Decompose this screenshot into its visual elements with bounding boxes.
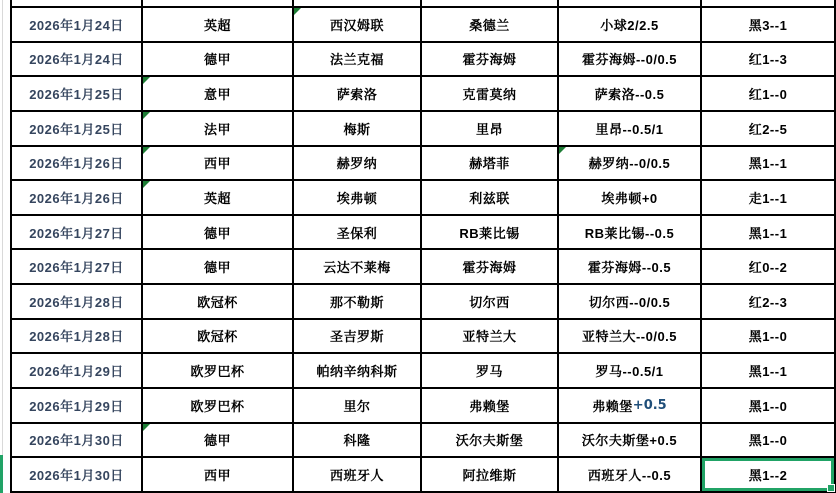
- handicap-value: RB莱比锡--0.5: [584, 225, 675, 241]
- cell-date[interactable]: [12, 77, 143, 110]
- cell-away-team[interactable]: [422, 354, 559, 387]
- cell-league[interactable]: [143, 424, 294, 457]
- cell-home-team[interactable]: [294, 285, 422, 318]
- cell-handicap[interactable]: [559, 354, 702, 387]
- away-team-name: 利兹联: [469, 190, 510, 206]
- cell-result[interactable]: [702, 285, 836, 318]
- away-team-name: 弗赖堡: [469, 398, 510, 414]
- result-value: 黑1--0: [748, 433, 788, 449]
- away-team-name: 霍芬海姆: [462, 52, 517, 68]
- league-name: 德甲: [203, 260, 231, 276]
- cell-away-team[interactable]: [422, 458, 559, 491]
- error-indicator-triangle-icon: [559, 147, 566, 154]
- cell-date[interactable]: [12, 216, 143, 249]
- cell-away-team[interactable]: [422, 147, 559, 180]
- home-team-name: 那不勒斯: [329, 294, 384, 310]
- league-name: 欧罗巴杯: [190, 398, 245, 414]
- cell-handicap[interactable]: [559, 320, 702, 353]
- table-row: [12, 147, 836, 182]
- cell-home-team[interactable]: [294, 216, 422, 249]
- table-row: [12, 320, 836, 355]
- cell-away-team[interactable]: [422, 43, 559, 76]
- error-indicator-triangle-icon: [143, 181, 150, 188]
- cell-home-team[interactable]: [294, 43, 422, 76]
- cell-result[interactable]: [702, 424, 836, 457]
- cell-league[interactable]: [143, 181, 294, 214]
- result-value: 黑1--1: [748, 225, 788, 241]
- table-row: [12, 43, 836, 78]
- match-date: 2026年1月27日: [29, 225, 124, 241]
- table-row: [12, 458, 836, 493]
- cell-date[interactable]: [12, 354, 143, 387]
- cell-date[interactable]: [12, 0, 143, 6]
- cell-away-team[interactable]: [422, 320, 559, 353]
- match-date: 2026年1月30日: [29, 467, 124, 483]
- match-date: 2026年1月29日: [29, 364, 124, 380]
- away-team-name: 沃尔夫斯堡: [455, 433, 524, 449]
- cell-league[interactable]: [143, 112, 294, 145]
- league-name: 法甲: [203, 121, 231, 137]
- handicap-value: 罗马--0.5/1: [595, 364, 664, 380]
- handicap-value: 沃尔夫斯堡+0.5: [581, 433, 678, 449]
- match-date: 2026年1月27日: [29, 260, 124, 276]
- result-value: 黑1--1: [748, 364, 788, 380]
- away-team-name: 赫塔菲: [469, 156, 510, 172]
- cell-handicap[interactable]: [559, 458, 702, 491]
- match-date: 2026年1月26日: [29, 190, 124, 206]
- cell-home-team[interactable]: [294, 250, 422, 283]
- league-name: 西甲: [203, 467, 231, 483]
- table-body: [12, 8, 836, 493]
- cell-result[interactable]: [702, 354, 836, 387]
- cell-result[interactable]: [702, 250, 836, 283]
- cell-league[interactable]: [143, 285, 294, 318]
- league-name: 欧冠杯: [197, 294, 238, 310]
- home-team-name: 埃弗顿: [336, 190, 378, 206]
- result-value: 走1--1: [748, 190, 788, 206]
- table-row: [12, 112, 836, 147]
- cell-league[interactable]: [143, 250, 294, 283]
- cell-date[interactable]: [12, 285, 143, 318]
- league-name: 意甲: [203, 87, 231, 103]
- table-row: [12, 8, 836, 43]
- result-value: 黑1--0: [748, 329, 788, 345]
- league-name: 西甲: [203, 156, 231, 172]
- cell-handicap[interactable]: [559, 216, 702, 249]
- table-row: [12, 424, 836, 459]
- handicap-accent-value: +0.5: [632, 397, 667, 413]
- cell-date[interactable]: [12, 147, 143, 180]
- fill-handle[interactable]: [827, 484, 835, 492]
- handicap-value: 西班牙人--0.5: [587, 467, 672, 483]
- away-team-name: 克雷莫纳: [462, 87, 517, 103]
- cell-handicap[interactable]: [559, 8, 702, 41]
- error-indicator-triangle-icon: [143, 147, 150, 154]
- handicap-value: 里昂--0.5/1: [595, 121, 664, 137]
- cell-handicap[interactable]: [559, 147, 702, 180]
- error-indicator-triangle-icon: [294, 8, 301, 15]
- cell-handicap[interactable]: [559, 112, 702, 145]
- cell-result[interactable]: [702, 320, 836, 353]
- match-date: 2026年1月25日: [29, 121, 124, 137]
- cell-home-team[interactable]: [294, 181, 422, 214]
- cell-date[interactable]: [12, 8, 143, 41]
- league-name: 德甲: [203, 52, 231, 68]
- cell-home-team[interactable]: [294, 458, 422, 491]
- home-team-name: 萨索洛: [336, 87, 378, 103]
- cell-away-team[interactable]: [422, 216, 559, 249]
- result-value: 红0--2: [748, 260, 788, 276]
- error-indicator-triangle-icon: [143, 424, 150, 431]
- home-team-name: 法兰克福: [329, 52, 384, 68]
- match-date: 2026年1月24日: [29, 52, 124, 68]
- league-name: 欧罗巴杯: [190, 364, 245, 380]
- table-row: [12, 250, 836, 285]
- cell-home-team[interactable]: [294, 8, 422, 41]
- match-date: 2026年1月30日: [29, 433, 124, 449]
- cell-result[interactable]: [702, 216, 836, 249]
- cell-home-team[interactable]: [294, 389, 422, 422]
- league-name: 德甲: [203, 433, 231, 449]
- cell-home-team[interactable]: [294, 424, 422, 457]
- away-team-name: 亚特兰大: [462, 329, 517, 345]
- cell-date[interactable]: [12, 424, 143, 457]
- handicap-value: 霍芬海姆--0.5: [587, 260, 672, 276]
- cell-away-team[interactable]: [422, 112, 559, 145]
- league-name: 英超: [203, 17, 231, 33]
- away-team-name: 阿拉维斯: [462, 467, 517, 483]
- cell-home-team[interactable]: [294, 112, 422, 145]
- cell-league[interactable]: [143, 458, 294, 491]
- result-value: 红1--3: [748, 52, 788, 68]
- cell-away-team[interactable]: [422, 181, 559, 214]
- cell-date[interactable]: [12, 43, 143, 76]
- cell-date[interactable]: [12, 250, 143, 283]
- home-team-name: 圣保利: [336, 225, 378, 241]
- cell-away-team[interactable]: [422, 389, 559, 422]
- handicap-value: 萨索洛--0.5: [594, 87, 665, 103]
- cell-handicap[interactable]: [559, 77, 702, 110]
- cell-league[interactable]: [143, 354, 294, 387]
- column-edge-line: [2, 0, 3, 493]
- spreadsheet-table: [10, 0, 836, 493]
- home-team-name: 圣吉罗斯: [329, 329, 384, 345]
- table-row: [12, 216, 836, 251]
- cell-handicap[interactable]: [559, 285, 702, 318]
- cell-away-team[interactable]: [422, 250, 559, 283]
- cell-date[interactable]: [12, 458, 143, 491]
- handicap-value: 霍芬海姆--0/0.5: [581, 52, 678, 68]
- home-team-name: 西班牙人: [329, 467, 384, 483]
- table-row: [12, 285, 836, 320]
- cell-result[interactable]: [702, 0, 836, 6]
- league-name: 欧冠杯: [197, 329, 238, 345]
- home-team-name: 云达不莱梅: [323, 260, 391, 276]
- cell-date[interactable]: [12, 112, 143, 145]
- result-value: 黑3--1: [748, 17, 788, 33]
- home-team-name: 科隆: [343, 433, 371, 449]
- result-value: 红2--5: [748, 121, 788, 137]
- table-row: [12, 354, 836, 389]
- cell-handicap[interactable]: [559, 181, 702, 214]
- match-date: 2026年1月24日: [29, 17, 124, 33]
- table-row: [12, 389, 836, 424]
- error-indicator-triangle-icon: [143, 77, 150, 84]
- cell-handicap[interactable]: [559, 43, 702, 76]
- handicap-value: 埃弗顿+0: [601, 190, 658, 206]
- handicap-value: 赫罗纳--0/0.5: [588, 156, 671, 172]
- cell-league[interactable]: [143, 77, 294, 110]
- cell-result[interactable]: [702, 458, 836, 491]
- cell-league[interactable]: [143, 320, 294, 353]
- cell-result[interactable]: [702, 8, 836, 41]
- handicap-value: 弗赖堡: [592, 398, 633, 414]
- handicap-value: 小球2/2.5: [600, 17, 659, 33]
- cell-result[interactable]: [702, 147, 836, 180]
- error-indicator-triangle-icon: [143, 112, 150, 119]
- away-team-name: 桑德兰: [469, 17, 510, 33]
- cell-result[interactable]: [702, 77, 836, 110]
- cell-away-team[interactable]: [422, 8, 559, 41]
- table-row: [12, 77, 836, 112]
- cell-date[interactable]: [12, 389, 143, 422]
- league-name: 英超: [203, 190, 231, 206]
- cell-result[interactable]: [702, 181, 836, 214]
- home-team-name: 西汉姆联: [329, 17, 384, 33]
- away-team-name: 罗马: [475, 364, 503, 380]
- cell-handicap[interactable]: [559, 389, 702, 422]
- cell-away-team[interactable]: [422, 0, 559, 6]
- handicap-value: 切尔西--0/0.5: [588, 294, 671, 310]
- match-date: 2026年1月28日: [29, 294, 124, 310]
- cell-home-team[interactable]: [294, 320, 422, 353]
- cell-result[interactable]: [702, 112, 836, 145]
- cell-result[interactable]: [702, 389, 836, 422]
- away-team-name: 里昂: [475, 121, 503, 137]
- cell-home-team[interactable]: [294, 0, 422, 6]
- cell-away-team[interactable]: [422, 77, 559, 110]
- cropped-green-cell: [0, 455, 3, 493]
- cell-league[interactable]: [143, 389, 294, 422]
- match-date: 2026年1月29日: [29, 398, 124, 414]
- match-date: 2026年1月28日: [29, 329, 124, 345]
- home-team-name: 赫罗纳: [336, 156, 378, 172]
- away-team-name: RB莱比锡: [459, 225, 520, 241]
- cell-handicap[interactable]: [559, 250, 702, 283]
- away-team-name: 切尔西: [469, 294, 510, 310]
- result-value: 红2--3: [748, 294, 788, 310]
- cell-home-team[interactable]: [294, 354, 422, 387]
- cell-result[interactable]: [702, 43, 836, 76]
- cell-handicap[interactable]: [559, 0, 702, 6]
- home-team-name: 里尔: [343, 398, 371, 414]
- cell-league[interactable]: [143, 0, 294, 6]
- handicap-value: 亚特兰大--0/0.5: [581, 329, 678, 345]
- result-value: 红1--0: [748, 87, 788, 103]
- cell-league[interactable]: [143, 43, 294, 76]
- cell-handicap[interactable]: [559, 424, 702, 457]
- league-name: 德甲: [203, 225, 231, 241]
- cell-away-team[interactable]: [422, 424, 559, 457]
- cell-home-team[interactable]: [294, 147, 422, 180]
- match-date: 2026年1月26日: [29, 156, 124, 172]
- cell-date[interactable]: [12, 320, 143, 353]
- table-row: [12, 181, 836, 216]
- away-team-name: 霍芬海姆: [462, 260, 517, 276]
- result-value: 黑1--1: [748, 156, 788, 172]
- cell-home-team[interactable]: [294, 77, 422, 110]
- cell-date[interactable]: [12, 181, 143, 214]
- cell-league[interactable]: [143, 8, 294, 41]
- cell-away-team[interactable]: [422, 285, 559, 318]
- cell-league[interactable]: [143, 147, 294, 180]
- cell-league[interactable]: [143, 216, 294, 249]
- match-date: 2026年1月25日: [29, 87, 124, 103]
- partial-row: [12, 0, 836, 8]
- result-value: 黑1--2: [748, 467, 788, 483]
- result-value: 黑1--0: [748, 398, 788, 414]
- home-team-name: 帕纳辛纳科斯: [316, 364, 398, 380]
- home-team-name: 梅斯: [343, 121, 371, 137]
